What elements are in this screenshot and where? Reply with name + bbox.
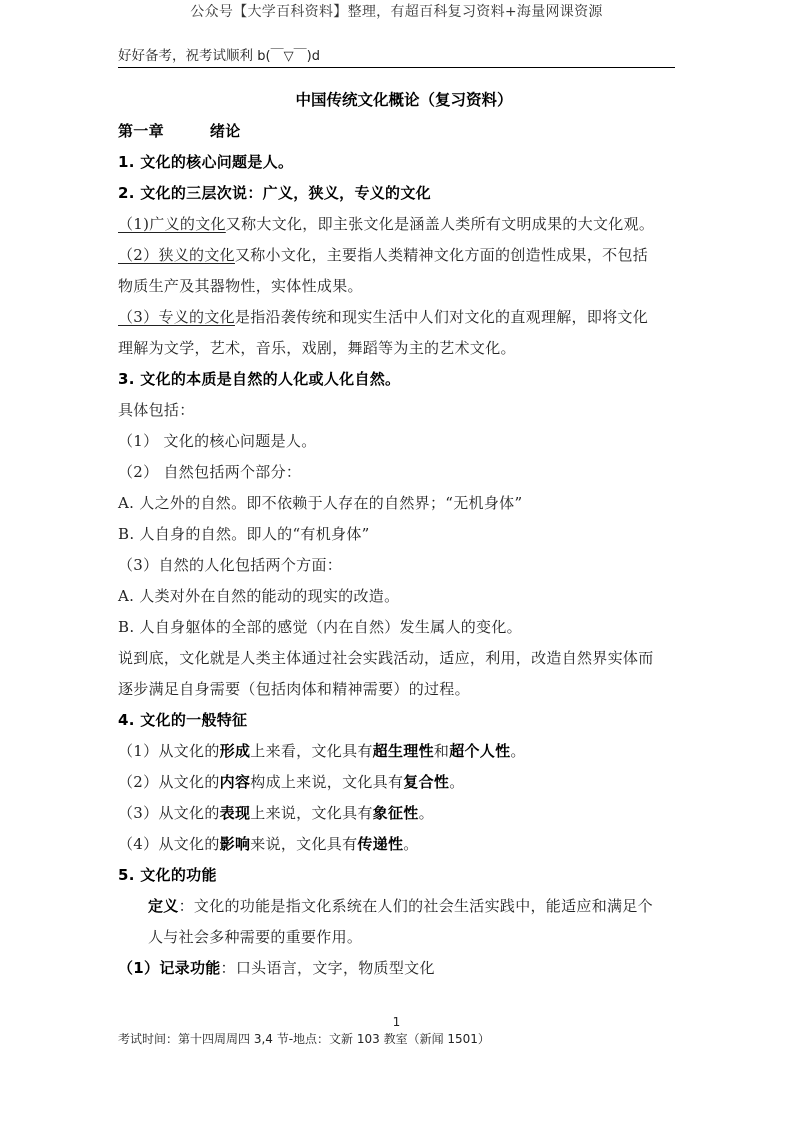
list-item-continuation: 物质生产及其器物性，实体性成果。 <box>118 277 363 295</box>
paragraph-line: B. 人自身的自然。即人的“有机身体” <box>118 525 370 543</box>
definition-text: ：文化的功能是指文化系统在人们的社会生活实践中，能适应和满足个 <box>178 897 653 915</box>
definition-continuation: 人与社会多种需要的重要作用。 <box>148 928 363 946</box>
item-text: 又称小文化，主要指人类精神文化方面的创造性成果，不包括 <box>234 246 649 264</box>
term-underlined: （3）专义的文化 <box>118 308 235 326</box>
document-title: 中国传统文化概论（复习资料） <box>295 91 513 109</box>
text: 。 <box>403 835 419 853</box>
emoticon: b(￣▽￣)d <box>257 49 320 64</box>
chapter-number: 第一章 <box>118 122 164 140</box>
item-text: 又称大文化，即主张文化是涵盖人类所有文明成果的大文化观。 <box>225 215 655 233</box>
paragraph-line: 说到底，文化就是人类主体通过社会实践活动，适应，利用，改造自然界实体而 <box>118 649 654 667</box>
top-banner: 公众号【大学百科资料】整理，有超百科复习资料+海量网课资源 <box>190 4 603 20</box>
section-4-heading: 4. 文化的一般特征 <box>118 711 248 729</box>
item-prefix: （1） <box>118 959 160 977</box>
text: 上来看，文化具有 <box>250 742 373 760</box>
list-item <box>118 209 678 240</box>
paragraph-line: （1） 文化的核心问题是人。 <box>118 432 317 450</box>
paragraph-line: 具体包括： <box>118 401 195 419</box>
text: （4）从文化的 <box>118 835 220 853</box>
bold-term: 内容 <box>219 773 251 791</box>
text: （3）从文化的 <box>118 804 220 822</box>
running-header <box>118 44 675 68</box>
bold-term: 记录功能 <box>159 959 221 977</box>
section-2-heading: 2. 文化的三层次说：广义，狭义，专义的文化 <box>118 184 431 202</box>
term-underlined: （1)广义的文化 <box>118 215 226 233</box>
bold-term: 象征性 <box>372 804 419 822</box>
text: 上来说，文化具有 <box>250 804 373 822</box>
text: 。 <box>449 773 465 791</box>
definition <box>118 891 678 922</box>
section-5-heading: 5. 文化的功能 <box>118 866 217 884</box>
term-underlined: （2）狭义的文化 <box>118 246 235 264</box>
feature-item <box>118 767 678 798</box>
text: 构成上来说，文化具有 <box>250 773 404 791</box>
section-1-heading: 1. 文化的核心问题是人。 <box>118 153 294 171</box>
bold-term: 超个人性 <box>449 742 511 760</box>
function-item <box>118 953 678 984</box>
paragraph-line: （2） 自然包括两个部分： <box>118 463 302 481</box>
section-3-heading: 3. 文化的本质是自然的人化或人化自然。 <box>118 370 401 388</box>
paragraph-line: A. 人类对外在自然的能动的现实的改造。 <box>118 587 400 605</box>
list-item <box>118 302 678 333</box>
bold-term: 形成 <box>219 742 251 760</box>
text: （1）从文化的 <box>118 742 220 760</box>
text: 来说，文化具有 <box>250 835 358 853</box>
chapter-name: 绪论 <box>209 122 241 140</box>
paragraph-line: （3）自然的人化包括两个方面： <box>118 556 343 574</box>
paragraph-line: 逐步满足自身需要（包括肉体和精神需要）的过程。 <box>118 680 470 698</box>
item-text: ：口头语言，文字，物质型文化 <box>220 959 435 977</box>
footer-note: 考试时间：第十四周周四 3,4 节-地点：文新 103 教室（新闻 1501） <box>118 1032 490 1046</box>
text: 。 <box>418 804 434 822</box>
feature-item <box>118 736 678 767</box>
text: （2）从文化的 <box>118 773 220 791</box>
bold-term: 表现 <box>219 804 251 822</box>
document-body <box>118 86 678 984</box>
bold-term: 复合性 <box>403 773 450 791</box>
running-header-text: 好好备考，祝考试顺利 <box>118 48 253 64</box>
page-number: 1 <box>392 1015 401 1029</box>
feature-item <box>118 829 678 860</box>
paragraph-line: A. 人之外的自然。即不依赖于人存在的自然界；“无机身体” <box>118 494 523 512</box>
list-item <box>118 240 678 271</box>
item-text: 是指沿袭传统和现实生活中人们对文化的直观理解，即将文化 <box>234 308 649 326</box>
bold-term: 影响 <box>219 835 251 853</box>
bold-term: 传递性 <box>357 835 404 853</box>
chapter-heading <box>118 116 678 147</box>
definition-label: 定义 <box>148 897 179 915</box>
feature-item <box>118 798 678 829</box>
list-item-continuation: 理解为文学，艺术，音乐，戏剧，舞蹈等为主的艺术文化。 <box>118 339 516 357</box>
paragraph-line: B. 人自身躯体的全部的感觉（内在自然）发生属人的变化。 <box>118 618 522 636</box>
bold-term: 超生理性 <box>372 742 434 760</box>
text: 和 <box>433 742 450 760</box>
text: 。 <box>510 742 526 760</box>
